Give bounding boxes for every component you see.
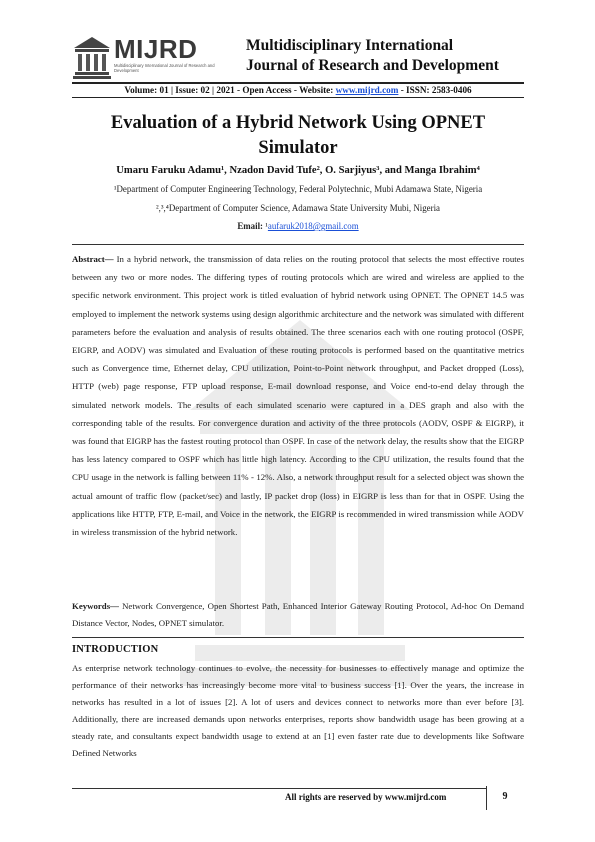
introduction-text: As enterprise network technology continues to evolve, the necessity for businesses to effectively manage and optimize the performance of their networks has increasingly become more vital to business success [1]. Over the years, the increase in networks has resulted in a lot of issues [2]. A lot of users and devices connect to networks more than ever before [3]. Additionally, there are increased demands upon networks enterprises, reports show bandwidth usage has been growing at a steady rate, and consultants expect bandwidth usage to extend at an [1] even faster rate due to developments like Software Defined Networks <box>72 663 524 759</box>
journal-name <box>246 36 499 76</box>
author-list: Umaru Faruku Adamu¹, Nzadon David Tufe², O. Sarjiyus³, and Manga Ibrahim⁴ <box>116 165 480 176</box>
affiliation-1: ¹Department of Computer Engineering Technology, Federal Polytechnic, Mubi Adamawa State, Nigeria <box>113 184 483 194</box>
email-label: Email: <box>237 221 266 231</box>
volume-issue-text: Volume: 01 | Issue: 02 | 2021 - Open Access - Website: <box>124 85 336 95</box>
footer-divider <box>72 788 522 789</box>
affiliation-2: ²,³,⁴Department of Computer Science, Adamawa State University Mubi, Nigeria <box>156 203 440 213</box>
section-heading-introduction: INTRODUCTION <box>72 644 159 655</box>
abstract <box>72 250 524 541</box>
abstract-label: Abstract— <box>72 254 114 264</box>
temple-logo-icon <box>72 34 112 80</box>
journal-name-line-1: Multidisciplinary International <box>246 37 454 54</box>
email-link[interactable]: aufaruk2018@gmail.com <box>267 221 359 231</box>
email-superscript: ¹ <box>265 221 268 231</box>
keywords-label: Keywords— <box>72 601 119 611</box>
page-number: 9 <box>486 786 523 810</box>
abstract-text: In a hybrid network, the transmission of data relies on the routing protocol that selects the most effective routes between any two or more nodes. The differing types of routing protocols which are wired and wireless are applied to the specific network environment. This project work is titled evaluation of hybrid network using OPNET. The OPNET 14.5 was employed to implement the network systems using design algorithmic architecture and the network was simulated with different parameters before the evaluation and analysis of results obtained. The three scenarios each with one routing protocol (OSPF, EIGRP, and AODV) was simulated and Evaluation of these routing protocols is performed based on the quantitative metrics such as Convergence time, Ethernet delay, CPU utilization, Point-to-Point network throughput, and Packet dropped (Loss), HTTP (web) page response, FTP upload response, E-mail download response, and Voice end-to-end delay through the simulated network models. The results of each simulated scenario were captured in a DES graph and also with the corresponding table of the results. For convergence duration and activity of the three protocols (AODV, OSPF & EIGRP), it was found that EIGRP has the fastest routing protocol than OSPF. In case of the network delay, the results show that the EIGRP has less latency compared to OSPF which has little high latency. According to the CPU utilization, the results found that the CPU usage in the network is falling between 11% - 12%. Also, a network throughput result for a selected object was shown the actual amount of traffic flow (packet/sec) and lastly, IP packet drop (loss) in EIGRP is less than for that in OSPF. Using the applications like HTTP, FTP, E-mail, and Voice in the network, the EIGRP is recommended in wired transmission while AODV in wireless transmission of the hybrid network. <box>72 254 524 538</box>
paper-title-line-1: Evaluation of a Hybrid Network Using OPNET <box>110 113 486 133</box>
footer-rights: All rights are reserved by www.mijrd.com <box>285 792 447 802</box>
logo-wordmark: MIJRD <box>114 34 198 64</box>
abstract-top-rule <box>72 244 524 245</box>
keywords <box>72 598 524 632</box>
volume-divider <box>72 97 524 98</box>
logo-tagline: Multidisciplinary International Journal of Research and Development <box>114 63 215 73</box>
paper-title <box>72 111 524 161</box>
corresponding-email <box>72 221 524 231</box>
journal-name-line-2: Journal of Research and Development <box>246 57 499 74</box>
journal-logo <box>72 34 237 80</box>
paper-title-line-2: Simulator <box>258 138 338 158</box>
volume-info <box>72 84 524 96</box>
issn-text: - ISSN: 2583-0406 <box>398 85 472 95</box>
keywords-text: Network Convergence, Open Shortest Path, Enhanced Interior Gateway Routing Protocol, Ad-hoc On Demand Distance Vector, Nodes, OPNET simulator. <box>72 601 524 628</box>
journal-header <box>72 34 524 80</box>
keywords-bottom-rule <box>72 637 524 638</box>
website-link[interactable]: www.mijrd.com <box>335 85 399 95</box>
